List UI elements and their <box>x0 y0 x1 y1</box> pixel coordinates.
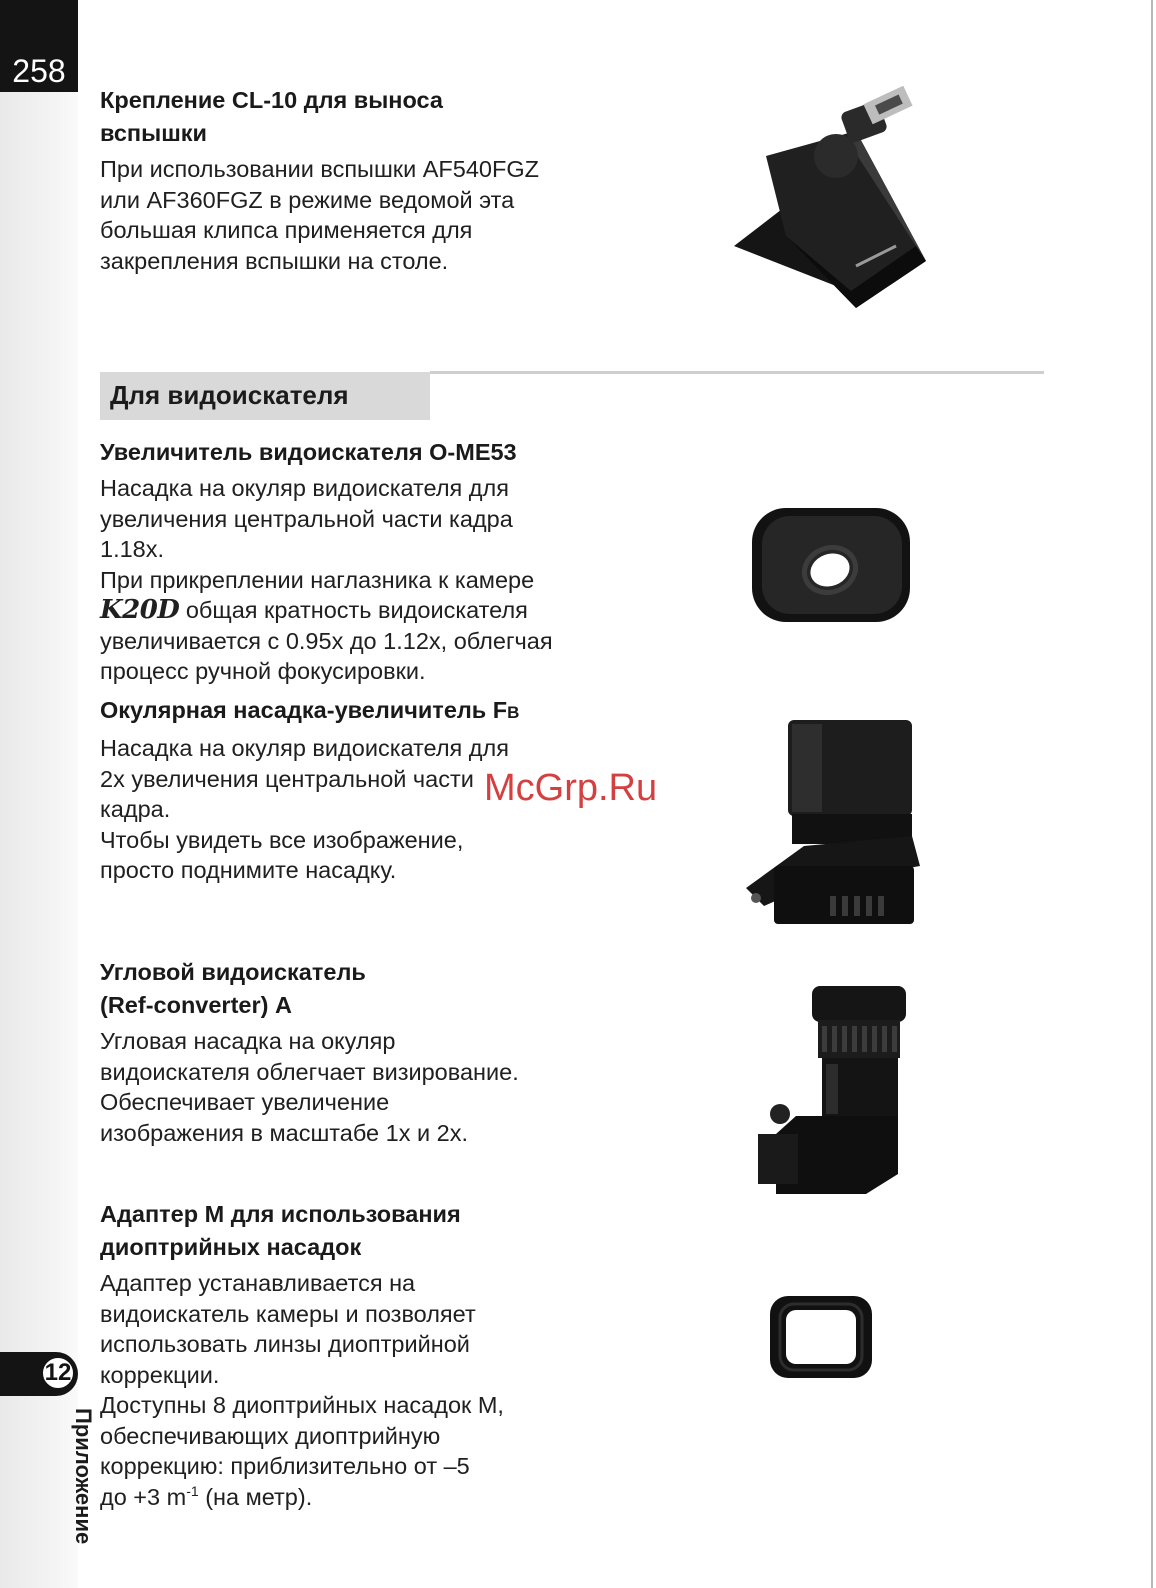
body-line: Адаптер устанавливается на <box>100 1270 416 1296</box>
magnifier-eyepiece-icon <box>744 716 926 932</box>
body-line: 1.18x. <box>100 536 165 562</box>
body-line: видоискатель камеры и позволяет <box>100 1300 476 1327</box>
body-line: увеличения центральной части кадра <box>100 505 513 532</box>
body-line: Чтобы увидеть все изображение, <box>100 826 464 853</box>
angle-finder-icon <box>756 984 916 1196</box>
section-rule <box>430 371 1044 374</box>
title-line: Угловой видоискатель <box>100 959 366 985</box>
title-line: (Ref-converter) A <box>100 992 292 1018</box>
title-line: Крепление CL-10 для выноса <box>100 87 443 113</box>
title-suffix: B <box>507 703 520 722</box>
item-title <box>100 956 620 1022</box>
flash-clamp-icon <box>726 86 950 316</box>
title-line: Адаптер М для использования <box>100 1201 461 1227</box>
item-title <box>100 1198 620 1264</box>
body-line: до +3 m <box>100 1483 187 1510</box>
adapter-frame-icon <box>768 1294 874 1380</box>
page-edge <box>1151 0 1153 1588</box>
watermark: McGrp.Ru <box>484 767 658 809</box>
item-body <box>100 154 620 276</box>
body-line: обеспечивающих диоптрийную <box>100 1422 441 1449</box>
body-line: использовать линзы диоптрийной <box>100 1331 470 1357</box>
item-adapter-m <box>100 1198 620 1512</box>
title-line: Окулярная насадка-увеличитель F <box>100 697 508 723</box>
item-body <box>100 1026 620 1148</box>
item-angle-finder <box>100 956 620 1148</box>
body-line: коррекции. <box>100 1361 220 1388</box>
item-flash-clamp <box>100 84 620 276</box>
body-line: изображения в масштабе 1x и 2x. <box>100 1119 469 1146</box>
magnifier-eyecup-icon <box>748 500 916 628</box>
k20d-logo: K20D <box>100 595 180 625</box>
chapter-number: 12 <box>40 1355 76 1391</box>
body-line: кадра. <box>100 796 171 822</box>
item-body <box>100 1268 620 1512</box>
body-line: (на метр). <box>198 1483 313 1510</box>
body-line: видоискателя облегчает визирование. <box>100 1058 519 1085</box>
chapter-title: Приложение <box>71 1408 96 1545</box>
body-line: увеличивается с 0.95x до 1.12x, облегчая <box>100 627 553 654</box>
body-line: Обеспечивает увеличение <box>100 1089 390 1115</box>
page-number: 258 <box>0 0 78 92</box>
margin-strip <box>0 0 78 1588</box>
section-heading: Для видоискателя <box>110 380 349 410</box>
body-line: Насадка на окуляр видоискателя для <box>100 475 509 501</box>
body-line: или AF360FGZ в режиме ведомой эта <box>100 186 515 213</box>
item-title <box>100 84 620 150</box>
body-line: коррекцию: приблизительно от –5 <box>100 1453 470 1479</box>
body-line: При прикреплении наглазника к камере <box>100 566 535 593</box>
title-line: диоптрийных насадок <box>100 1234 362 1260</box>
item-body <box>100 473 620 687</box>
body-line: Насадка на окуляр видоискателя для <box>100 735 509 761</box>
body-line: Угловая насадка на окуляр <box>100 1028 396 1054</box>
body-line: общая кратность видоискателя <box>179 597 528 623</box>
body-line: процесс ручной фокусировки. <box>100 658 426 684</box>
body-line: При использовании вспышки AF540FGZ <box>100 156 539 182</box>
superscript: -1 <box>186 1482 199 1499</box>
body-line: Доступны 8 диоптрийных насадок М, <box>100 1392 504 1418</box>
item-title: Увеличитель видоискателя O-ME53 <box>100 439 517 465</box>
body-line: 2x увеличения центральной части <box>100 765 474 792</box>
item-o-me53 <box>100 436 620 687</box>
body-line: закрепления вспышки на столе. <box>100 247 449 274</box>
item-title <box>100 694 620 729</box>
body-line: просто поднимите насадку. <box>100 857 397 883</box>
body-line: большая клипса применяется для <box>100 217 473 243</box>
title-line: вспышки <box>100 120 207 146</box>
